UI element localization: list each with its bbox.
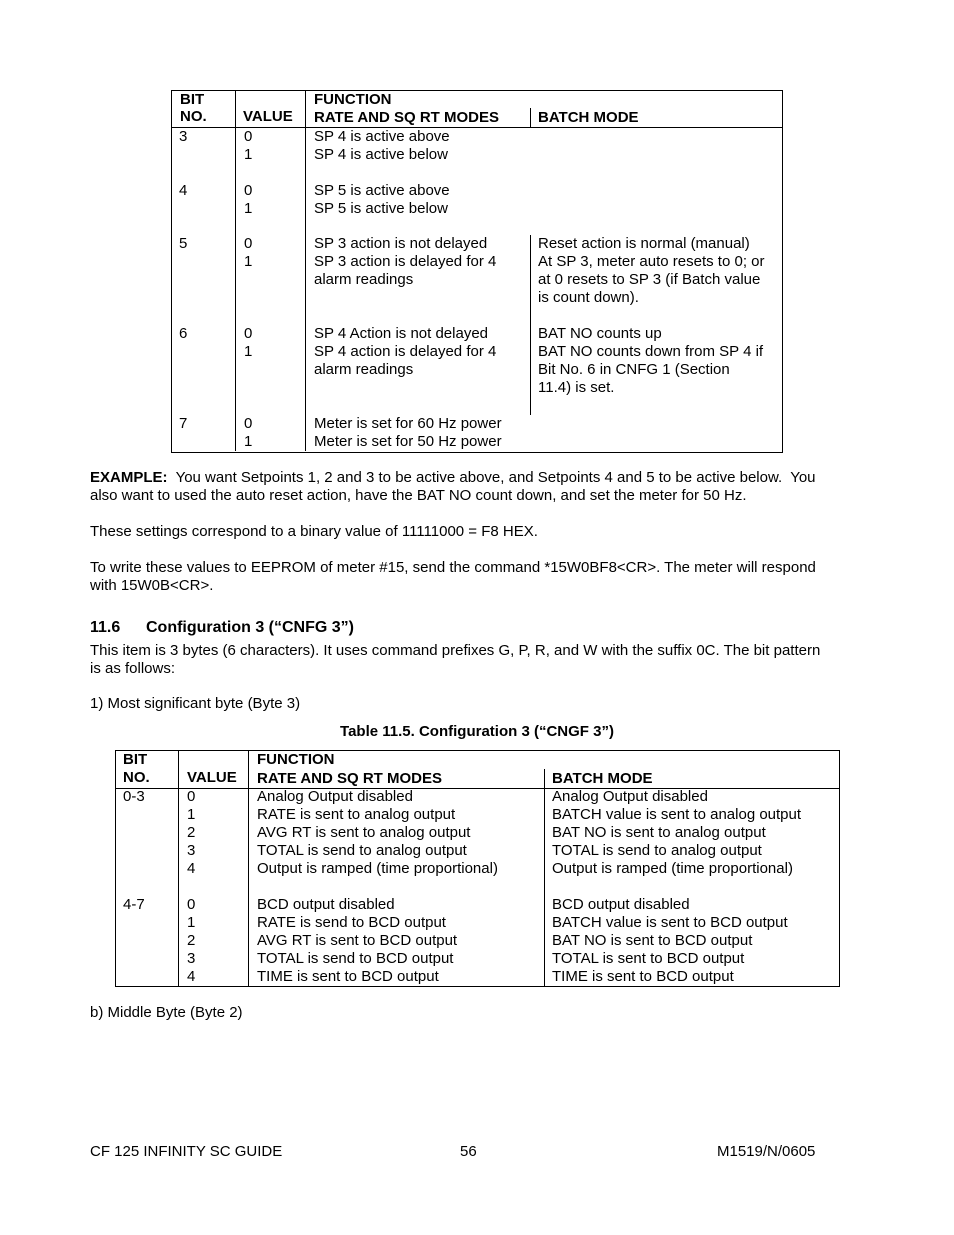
table-1-value-cell: 1	[244, 343, 253, 360]
table-1-bit-cell: 6	[179, 325, 188, 342]
table-1-bit-cell: 3	[179, 128, 188, 145]
table-1-rate-cell: SP 5 is active above	[314, 182, 450, 199]
table-2-batch-cell: Output is ramped (time proportional)	[552, 860, 793, 877]
section-body-line-2: is as follows:	[90, 660, 176, 677]
eeprom-line-2: with 15W0B<CR>.	[90, 577, 214, 594]
table-2-col-divider-3	[544, 769, 545, 986]
table-1-rate-cell: SP 4 is active below	[314, 146, 448, 163]
table-1-header-function: FUNCTION	[314, 91, 392, 108]
table-2-col-divider-1	[178, 750, 179, 986]
eeprom-line-1: To write these values to EEPROM of meter #15, send the command *15W0BF8<CR>. The meter will respond	[90, 559, 816, 576]
table-1-rate-cell: alarm readings	[314, 361, 414, 378]
table-1-header-batch: BATCH MODE	[538, 109, 639, 126]
table-2-value-cell: 2	[187, 824, 196, 841]
table-1-rate-cell: Meter is set for 50 Hz power	[314, 433, 502, 450]
table-1-rate-cell: SP 4 Action is not delayed	[314, 325, 489, 342]
table-1-rate-cell: SP 3 action is delayed for 4	[314, 253, 497, 270]
table-2-header-bit-line-2: NO.	[123, 769, 150, 786]
table-1-value-cell: 1	[244, 433, 253, 450]
table-1-bit-cell: 5	[179, 235, 188, 252]
footer-guide-title: CF 125 INFINITY SC GUIDE	[90, 1143, 283, 1160]
section-title: Configuration 3 (“CNFG 3”)	[146, 619, 354, 636]
table-1-rate-cell: alarm readings	[314, 271, 414, 288]
table-2-header-batch: BATCH MODE	[552, 770, 653, 787]
msb-label: 1) Most significant byte (Byte 3)	[90, 695, 301, 712]
table-2-col-divider-2	[248, 750, 249, 986]
section-number: 11.6	[90, 619, 121, 636]
table-2-header-bit-line-1: BIT	[123, 751, 148, 768]
table-2-value-cell: 4	[187, 968, 196, 985]
table-1-header-rate: RATE AND SQ RT MODES	[314, 109, 500, 126]
middle-byte-label: b) Middle Byte (Byte 2)	[90, 1004, 243, 1021]
table-2-rate-cell: TOTAL is send to BCD output	[257, 950, 454, 967]
table-1-header-bit-line-1: BIT	[180, 91, 205, 108]
table-1-rate-cell: SP 4 is active above	[314, 128, 450, 145]
table-2-value-cell: 4	[187, 860, 196, 877]
table-1-header-value: VALUE	[243, 108, 293, 125]
table-2-rate-cell: AVG RT is sent to BCD output	[257, 932, 458, 949]
table-2-batch-cell: TOTAL is sent to BCD output	[552, 950, 745, 967]
table-1-rate-cell: Meter is set for 60 Hz power	[314, 415, 502, 432]
table-1-batch-cell: BAT NO counts up	[538, 325, 662, 342]
table-2-batch-cell: BAT NO is sent to BCD output	[552, 932, 753, 949]
table-1-batch-divider-body	[530, 235, 531, 415]
table-1-batch-cell: is count down).	[538, 289, 639, 306]
table-2-rate-cell: TOTAL is send to analog output	[257, 842, 467, 859]
table-2-rate-cell: TIME is sent to BCD output	[257, 968, 439, 985]
table-2-value-cell: 3	[187, 842, 196, 859]
table-1-value-cell: 1	[244, 146, 253, 163]
table-2-value-cell: 3	[187, 950, 196, 967]
table-2-value-cell: 0	[187, 788, 196, 805]
table-1-bit-cell: 4	[179, 182, 188, 199]
example-paragraph	[90, 469, 865, 505]
table-2-batch-cell: TIME is sent to BCD output	[552, 968, 734, 985]
table-1-batch-cell: BAT NO counts down from SP 4 if	[538, 343, 764, 360]
table-2-rate-cell: AVG RT is sent to analog output	[257, 824, 471, 841]
table-1-bit-cell: 7	[179, 415, 188, 432]
table-2-header-value: VALUE	[187, 769, 237, 786]
table-1-value-cell: 1	[244, 253, 253, 270]
table-1-value-cell: 0	[244, 325, 253, 342]
example-label: EXAMPLE:	[90, 469, 168, 486]
table-1-batch-cell: at 0 resets to SP 3 (if Batch value	[538, 271, 761, 288]
table-1-value-cell: 0	[244, 415, 253, 432]
eeprom-paragraph	[90, 559, 865, 595]
example-line-1: You want Setpoints 1, 2 and 3 to be active above, and Setpoints 4 and 5 to be active below. You	[167, 469, 816, 486]
binary-value-paragraph: These settings correspond to a binary value of 11111000 = F8 HEX.	[90, 523, 538, 540]
table-2-value-cell: 0	[187, 896, 196, 913]
table-2-value-cell: 1	[187, 914, 196, 931]
table-2-header-function: FUNCTION	[257, 751, 335, 768]
table-2-bit-cell: 0-3	[123, 788, 145, 805]
table-1-rate-cell: SP 5 is active below	[314, 200, 448, 217]
footer-doc-code: M1519/N/0605	[717, 1143, 816, 1160]
section-body	[90, 642, 865, 678]
table-2-batch-cell: TOTAL is send to analog output	[552, 842, 762, 859]
table-2-header-divider	[115, 788, 839, 789]
section-body-line-1: This item is 3 bytes (6 characters). It uses command prefixes G, P, R, and W with the suffix 0C. The bit pattern	[90, 642, 821, 659]
table-1-batch-cell: Reset action is normal (manual)	[538, 235, 750, 252]
table-2-rate-cell: RATE is send to BCD output	[257, 914, 446, 931]
table-2-rate-cell: BCD output disabled	[257, 896, 395, 913]
table-2-batch-cell: BCD output disabled	[552, 896, 690, 913]
table-1-value-cell: 0	[244, 235, 253, 252]
table-2-rate-cell: RATE is sent to analog output	[257, 806, 456, 823]
table-2-bit-cell: 4-7	[123, 896, 145, 913]
table-1-value-cell: 0	[244, 128, 253, 145]
table-2-batch-cell: BATCH value is sent to BCD output	[552, 914, 788, 931]
table-1-rate-cell: SP 4 action is delayed for 4	[314, 343, 497, 360]
table-2-rate-cell: Output is ramped (time proportional)	[257, 860, 498, 877]
table-1-batch-cell: 11.4) is set.	[538, 379, 615, 396]
table-2-value-cell: 1	[187, 806, 196, 823]
footer-page-number: 56	[460, 1143, 477, 1160]
table-1-rate-cell: SP 3 action is not delayed	[314, 235, 488, 252]
example-line-2: also want to used the auto reset action, have the BAT NO count down, and set the meter for 50 Hz.	[90, 487, 747, 504]
table-2-batch-cell: BATCH value is sent to analog output	[552, 806, 802, 823]
table-1-header-divider	[171, 127, 782, 128]
table-2-rate-cell: Analog Output disabled	[257, 788, 413, 805]
table-2-batch-cell: Analog Output disabled	[552, 788, 708, 805]
table-1-col-divider-1	[235, 90, 236, 451]
table-1-value-cell: 1	[244, 200, 253, 217]
table-2-header-rate: RATE AND SQ RT MODES	[257, 770, 443, 787]
table-1-col-divider-2	[305, 90, 306, 451]
table-2-caption: Table 11.5. Configuration 3 (“CNGF 3”)	[340, 723, 614, 740]
table-1-batch-cell: At SP 3, meter auto resets to 0; or	[538, 253, 765, 270]
table-1-batch-divider-header	[530, 108, 531, 127]
table-2-batch-cell: BAT NO is sent to analog output	[552, 824, 766, 841]
table-1-batch-cell: Bit No. 6 in CNFG 1 (Section	[538, 361, 730, 378]
table-1-header-bit-line-2: NO.	[180, 108, 207, 125]
table-1-value-cell: 0	[244, 182, 253, 199]
table-2-value-cell: 2	[187, 932, 196, 949]
